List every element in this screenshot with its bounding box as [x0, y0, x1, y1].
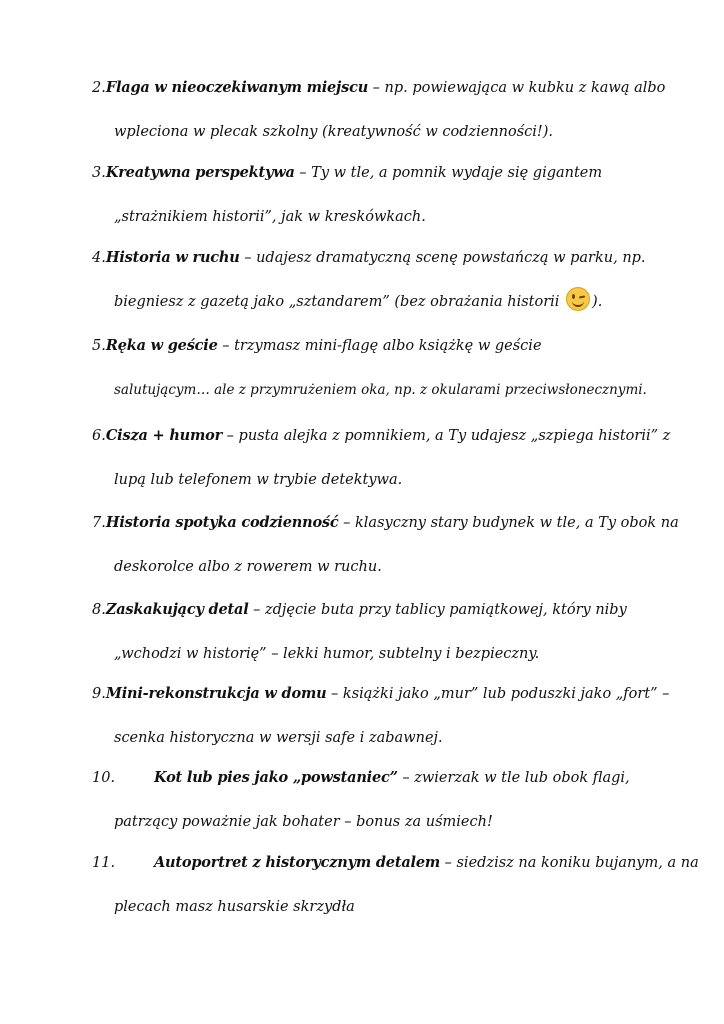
list-item-first-line	[92, 676, 692, 720]
list-number: 4.	[92, 250, 106, 266]
list-item-first-line	[92, 592, 692, 636]
list-item-3	[92, 155, 692, 243]
list-number: 9.	[92, 686, 106, 702]
list-item-title: Historia w ruchu	[105, 249, 240, 266]
list-item-title: Ręka w geście	[105, 337, 218, 354]
list-number: 11.	[92, 855, 116, 871]
list-item-title: Historia spotyka codzienność	[105, 514, 339, 531]
list-item-continuation: plecach masz husarskie skrzydła	[114, 899, 355, 915]
winking-face-emoji-icon	[566, 287, 590, 311]
list-item-text: ).	[592, 294, 603, 310]
list-item-9	[92, 676, 692, 764]
list-item-continuation: lupą lub telefonem w trybie detektywa.	[114, 472, 403, 488]
list-item-text: – udajesz dramatyczną scenę powstańczą w parku, np.	[239, 250, 646, 266]
list-item-first-line	[92, 240, 692, 284]
list-item-8	[92, 592, 692, 680]
list-item-continuation: scenka historyczna w wersji safe i zabawnej.	[114, 730, 443, 746]
list-item-continuation: wpleciona w plecak szkolny (kreatywność w codzienności!).	[114, 124, 554, 140]
list-item-title: Mini-rekonstrukcja w domu	[105, 685, 327, 702]
list-item-title: Flaga w nieoczekiwanym miejscu	[105, 79, 369, 96]
list-item-continuation: patrzący poważnie jak bohater – bonus za uśmiech!	[114, 814, 493, 830]
list-number: 2.	[92, 80, 106, 96]
list-item-7	[92, 505, 692, 593]
list-item-10	[92, 760, 692, 848]
list-item-title: Kot lub pies jako „powstaniec”	[154, 769, 398, 786]
list-item-title: Zaskakujący detal	[105, 601, 249, 618]
list-item-text: – zdjęcie buta przy tablicy pamiątkowej, który niby	[248, 602, 627, 618]
list-item-first-line	[92, 845, 699, 889]
list-number: 10.	[92, 770, 116, 786]
list-item-first-line	[92, 328, 692, 372]
list-item-2	[92, 70, 692, 158]
list-number: 8.	[92, 602, 106, 618]
list-number: 7.	[92, 515, 106, 531]
list-item-4	[92, 240, 692, 328]
list-item-11	[92, 845, 699, 933]
list-item-title: Cisza + humor	[105, 427, 223, 444]
list-item-text: – np. powiewająca w kubku z kawą albo	[368, 80, 666, 96]
list-item-6	[92, 418, 692, 506]
list-item-first-line	[92, 505, 692, 549]
list-item-first-line	[92, 70, 692, 114]
list-item-continuation: salutującym… ale z przymrużeniem oka, np. z okularami przeciwsłonecznymi.	[114, 382, 647, 398]
list-item-first-line	[92, 155, 692, 199]
list-item-title: Autoportret z historycznym detalem	[154, 854, 441, 871]
list-item-continuation: „wchodzi w historię” – lekki humor, subtelny i bezpieczny.	[114, 646, 540, 662]
list-item-title: Kreatywna perspektywa	[105, 164, 295, 181]
list-item-continuation: „strażnikiem historii”, jak w kreskówkach.	[114, 209, 426, 225]
list-item-first-line	[92, 418, 692, 462]
list-item-text: – książki jako „mur” lub poduszki jako „fort” –	[326, 686, 670, 702]
list-number: 5.	[92, 338, 106, 354]
list-item-text: – trzymasz mini-flagę albo książkę w geście	[217, 338, 542, 354]
list-number: 3.	[92, 165, 106, 181]
list-item-continuation	[92, 284, 692, 328]
list-item-text: – siedzisz na koniku bujanym, a na	[440, 855, 699, 871]
list-item-text: – Ty w tle, a pomnik wydaje się gigantem	[294, 165, 603, 181]
list-item-first-line	[92, 760, 692, 804]
list-item-text: – pusta alejka z pomnikiem, a Ty udajesz „szpiega historii” z	[222, 428, 671, 444]
list-item-text: – zwierzak w tle lub obok flagi,	[397, 770, 630, 786]
list-item-continuation: deskorolce albo z rowerem w ruchu.	[114, 559, 382, 575]
list-item-text: biegniesz z gazetą jako „sztandarem” (bez obrażania historii	[114, 294, 565, 310]
list-number: 6.	[92, 428, 106, 444]
list-item-5	[92, 328, 692, 416]
list-item-text: – klasyczny stary budynek w tle, a Ty obok na	[338, 515, 679, 531]
